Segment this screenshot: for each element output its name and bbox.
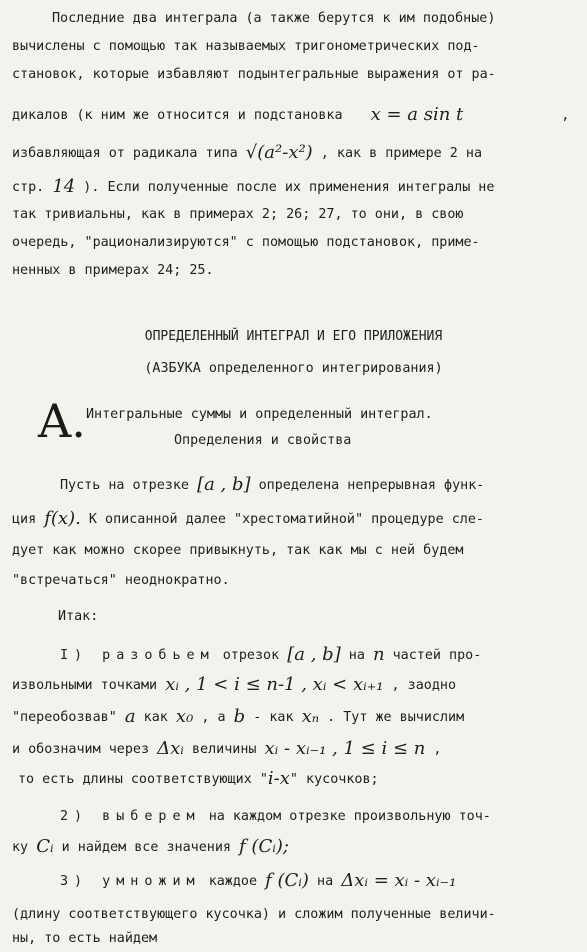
section-title-line-1	[86, 404, 579, 426]
page-reference: 14	[52, 176, 76, 197]
steps-intro	[58, 606, 579, 628]
formula-f-ci: f (Cᵢ)	[265, 870, 309, 891]
section-letter: A.	[38, 394, 86, 448]
p1-text: становок, которые избавляют подынтегральные выражения от ра-	[12, 67, 496, 82]
p1-text: Последние два интеграла (а также берутся к им подобные)	[52, 11, 496, 26]
p2-text: "встречаться" неоднократно.	[12, 573, 230, 588]
p2-line-4	[12, 570, 579, 592]
p1-line-7	[12, 204, 579, 226]
formula-points: xᵢ , 1 < i ≤ n-1 , xᵢ < xᵢ₊₁	[165, 674, 384, 695]
step-text: каждое	[208, 874, 258, 889]
p2-line-3	[12, 540, 579, 562]
step-1-line-3	[12, 706, 579, 729]
p1-line-9	[12, 260, 579, 282]
step-text: ,	[433, 742, 442, 757]
formula-x0: x₀	[175, 706, 194, 727]
step-text: и обозначим через	[12, 742, 150, 757]
step-text: на	[317, 874, 334, 889]
step-1-line-2	[12, 674, 579, 697]
p1-text: избавляющая от радикала типа	[12, 146, 238, 161]
step-text: " кусочков;	[289, 772, 379, 787]
steps-intro-text: Итак:	[58, 609, 99, 624]
formula-xn: xₙ	[301, 706, 320, 727]
step-text: извольными точками	[12, 678, 158, 693]
step-1-line-5	[18, 768, 579, 791]
p1-line-6	[12, 176, 579, 199]
formula-delta-definition: Δxᵢ = xᵢ - xᵢ₋₁	[341, 870, 457, 891]
step-text: то есть длины соответствующих "	[18, 772, 268, 787]
p1-text: так тривиальны, как в примерах 2; 26; 27, то они, в свою	[12, 207, 464, 222]
step-text: и найдем все значения	[61, 840, 231, 855]
step-text: ны, то есть найдем	[12, 931, 158, 946]
formula-ci: Cᵢ	[36, 836, 54, 857]
formula-interval: [a , b]	[197, 474, 251, 495]
p1-line-8	[12, 232, 579, 254]
step-text: , а	[201, 710, 226, 725]
p1-text: ). Если полученные после их применения интегралы не	[83, 180, 495, 195]
p1-text: вычислены с помощью так называемых тригонометрических под-	[12, 39, 480, 54]
step-3-line-2	[12, 904, 579, 926]
p2-text: К описанной далее "хрестоматийной" процедуре сле-	[88, 512, 484, 527]
p1-line-2	[12, 36, 579, 58]
step-text: - как	[253, 710, 294, 725]
p1-line-4	[12, 104, 579, 127]
p1-text: ненных в примерах 24; 25.	[12, 263, 214, 278]
step-text: 3) умножим	[60, 874, 201, 889]
step-text: на	[348, 648, 365, 663]
p1-text: очередь, "рационализируются" с помощью подстановок, приме-	[12, 235, 480, 250]
step-text: (длину соответствующего кусочка) и сложим полученные величи-	[12, 907, 496, 922]
formula-delta-x: Δxᵢ	[157, 738, 184, 759]
step-text: . Тут же вычислим	[327, 710, 465, 725]
step-text: частей про-	[392, 648, 482, 663]
formula-n: n	[372, 644, 385, 665]
p2-text: определена непрерывная функ-	[258, 478, 485, 493]
formula-f-ci: f (Cᵢ);	[239, 836, 289, 857]
heading-subtitle: (АЗБУКА определенного интегрирования)	[144, 361, 443, 376]
step-text: отрезок	[222, 648, 280, 663]
step-text: на каждом отрезке произвольную точ-	[208, 809, 491, 824]
formula-interval: [a , b]	[287, 644, 341, 665]
p1-text: , как в примере 2 на	[320, 146, 483, 161]
step-text: , заодно	[391, 678, 457, 693]
heading-title: ОПРЕДЕЛЕННЫЙ ИНТЕГРАЛ И ЕГО ПРИЛОЖЕНИЯ	[144, 329, 443, 344]
section-title: Интегральные суммы и определенный интеграл.	[86, 407, 433, 422]
p1-text: дикалов (к ним же относится и подстановка	[12, 108, 343, 123]
p1-text: стр.	[12, 180, 45, 195]
step-text: величины	[191, 742, 257, 757]
step-3-line-1	[60, 870, 579, 893]
step-text: "переобозвав"	[12, 710, 117, 725]
p2-line-1	[60, 474, 579, 497]
formula-radical: √(a²-x²)	[245, 142, 313, 163]
section-subheading	[0, 358, 587, 380]
p1-line-5	[12, 142, 579, 165]
p2-text: дует как можно скорее привыкнуть, так как мы с ней будем	[12, 543, 464, 558]
step-1-line-1	[60, 644, 579, 667]
p2-line-2	[12, 508, 579, 531]
step-3-line-3	[12, 928, 579, 950]
step-text: как	[143, 710, 168, 725]
section-heading	[0, 326, 587, 348]
step-2-line-2	[12, 836, 579, 859]
formula-substitution: x = a sin t	[370, 104, 464, 125]
p2-text: Пусть на отрезке	[60, 478, 189, 493]
formula-a: a	[124, 706, 136, 727]
formula-segment: i-x	[267, 768, 290, 789]
formula-difference: xᵢ - xᵢ₋₁ , 1 ≤ i ≤ n	[264, 738, 426, 759]
step-2-line-1	[60, 806, 579, 828]
p1-line-3	[12, 64, 579, 86]
p1-line-1	[52, 8, 579, 30]
section-title-line-2	[174, 430, 579, 452]
step-text: ку	[12, 840, 29, 855]
section-title: Определения и свойства	[174, 433, 352, 448]
step-text: I) разобьем	[60, 648, 215, 663]
formula-function: f(x).	[44, 508, 81, 529]
step-text: 2) выберем	[60, 809, 201, 824]
p2-text: ция	[12, 512, 37, 527]
formula-b: b	[233, 706, 246, 727]
step-1-line-4	[12, 738, 579, 761]
p1-text: ,	[561, 108, 570, 123]
